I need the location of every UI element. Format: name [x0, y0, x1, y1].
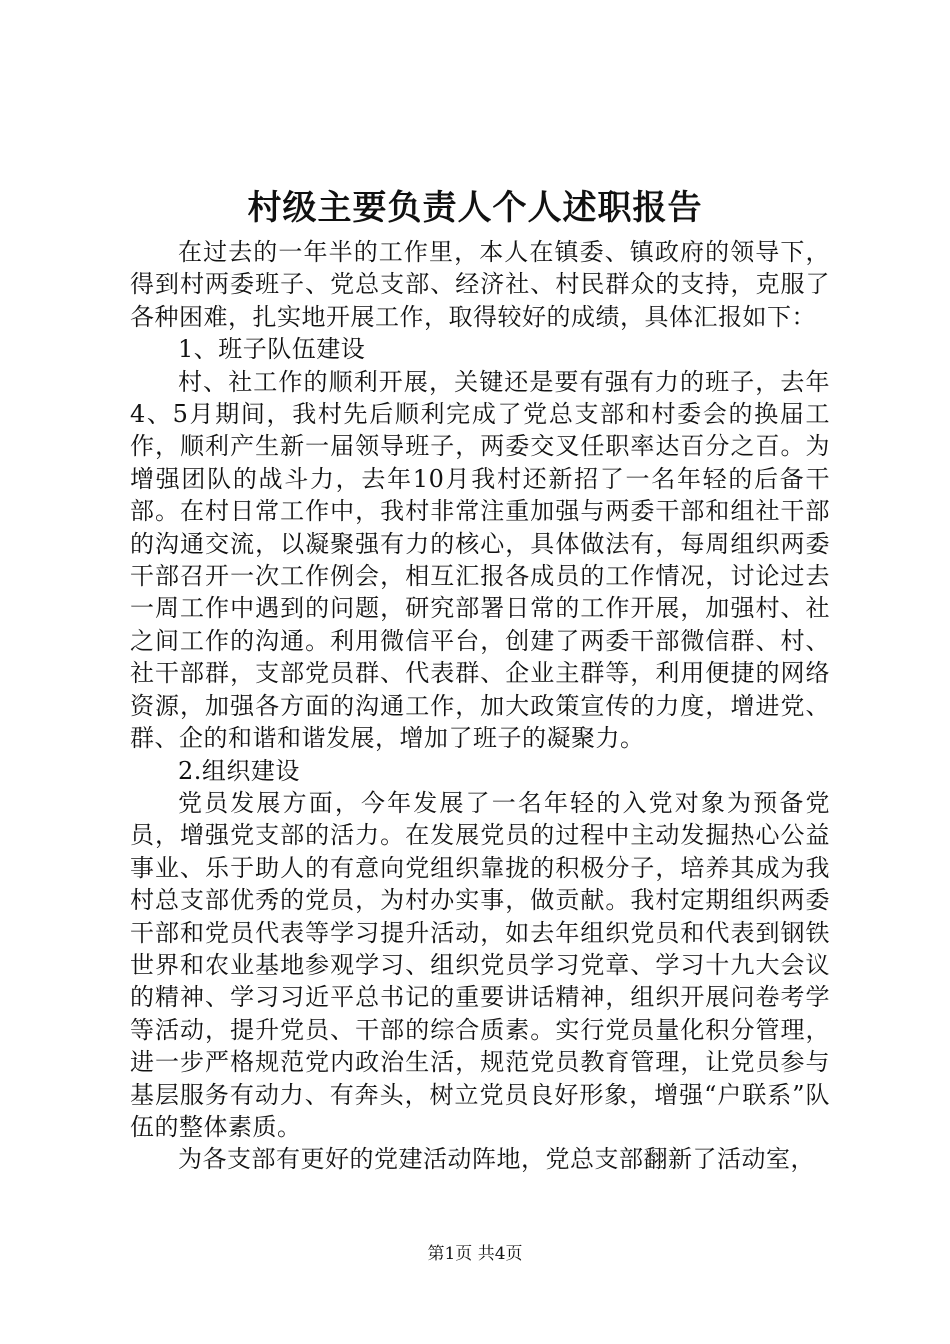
section-heading-team: 1、班子队伍建设: [178, 335, 366, 364]
paragraph-activity-room: 为各支部有更好的党建活动阵地，党总支部翻新了活动室，: [178, 1145, 815, 1174]
paragraph-intro: 在过去的一年半的工作里，本人在镇委、镇政府的领导下，得到村两委班子、党总支部、经济社、村民群众的支持，克服了各种困难，扎实地开展工作，取得较好的成绩，具体汇报如下：: [130, 238, 830, 331]
section-heading-organization: 2.组织建设: [178, 756, 300, 785]
page-footer: 第1页 共4页: [427, 1244, 523, 1264]
document-title: 村级主要负责人个人述职报告: [247, 188, 703, 228]
document-body: [130, 236, 830, 1176]
paragraph-team: 村、社工作的顺利开展，关键还是要有强有力的班子，去年4、5月期间，我村先后顺利完成了党总支部和村委会的换届工作，顺利产生新一届领导班子，两委交叉任职率达百分之百。为增强团队的战斗力，去年10月我村还新招了一名年轻的后备干部。在村日常工作中，我村非常注重加强与两委干部和组社干部的沟通交流，以凝聚强有力的核心，具体做法有，每周组织两委干部召开一次工作例会，相互汇报各成员的工作情况，讨论过去一周工作中遇到的问题，研究部署日常的工作开展，加强村、社之间工作的沟通。利用微信平台，创建了两委干部微信群、村、社干部群，支部党员群、代表群、企业主群等，利用便捷的网络资源，加强各方面的沟通工作，加大政策宣传的力度，增进党、群、企的和谐和谐发展，增加了班子的凝聚力。: [130, 367, 830, 753]
paragraph-organization: 党员发展方面，今年发展了一名年轻的入党对象为预备党员，增强党支部的活力。在发展党员的过程中主动发掘热心公益事业、乐于助人的有意向党组织靠拢的积极分子，培养其成为我村总支部优秀的党员，为村办实事，做贡献。我村定期组织两委干部和党员代表等学习提升活动，如去年组织党员和代表到钢铁世界和农业基地参观学习、组织党员学习党章、学习十九大会议的精神、学习习近平总书记的重要讲话精神，组织开展问卷考学等活动，提升党员、干部的综合质素。实行党员量化积分管理，进一步严格规范党内政治生活，规范党员教育管理，让党员参与基层服务有动力、有奔头，树立党员良好形象，增强“户联系”队伍的整体素质。: [130, 788, 830, 1141]
